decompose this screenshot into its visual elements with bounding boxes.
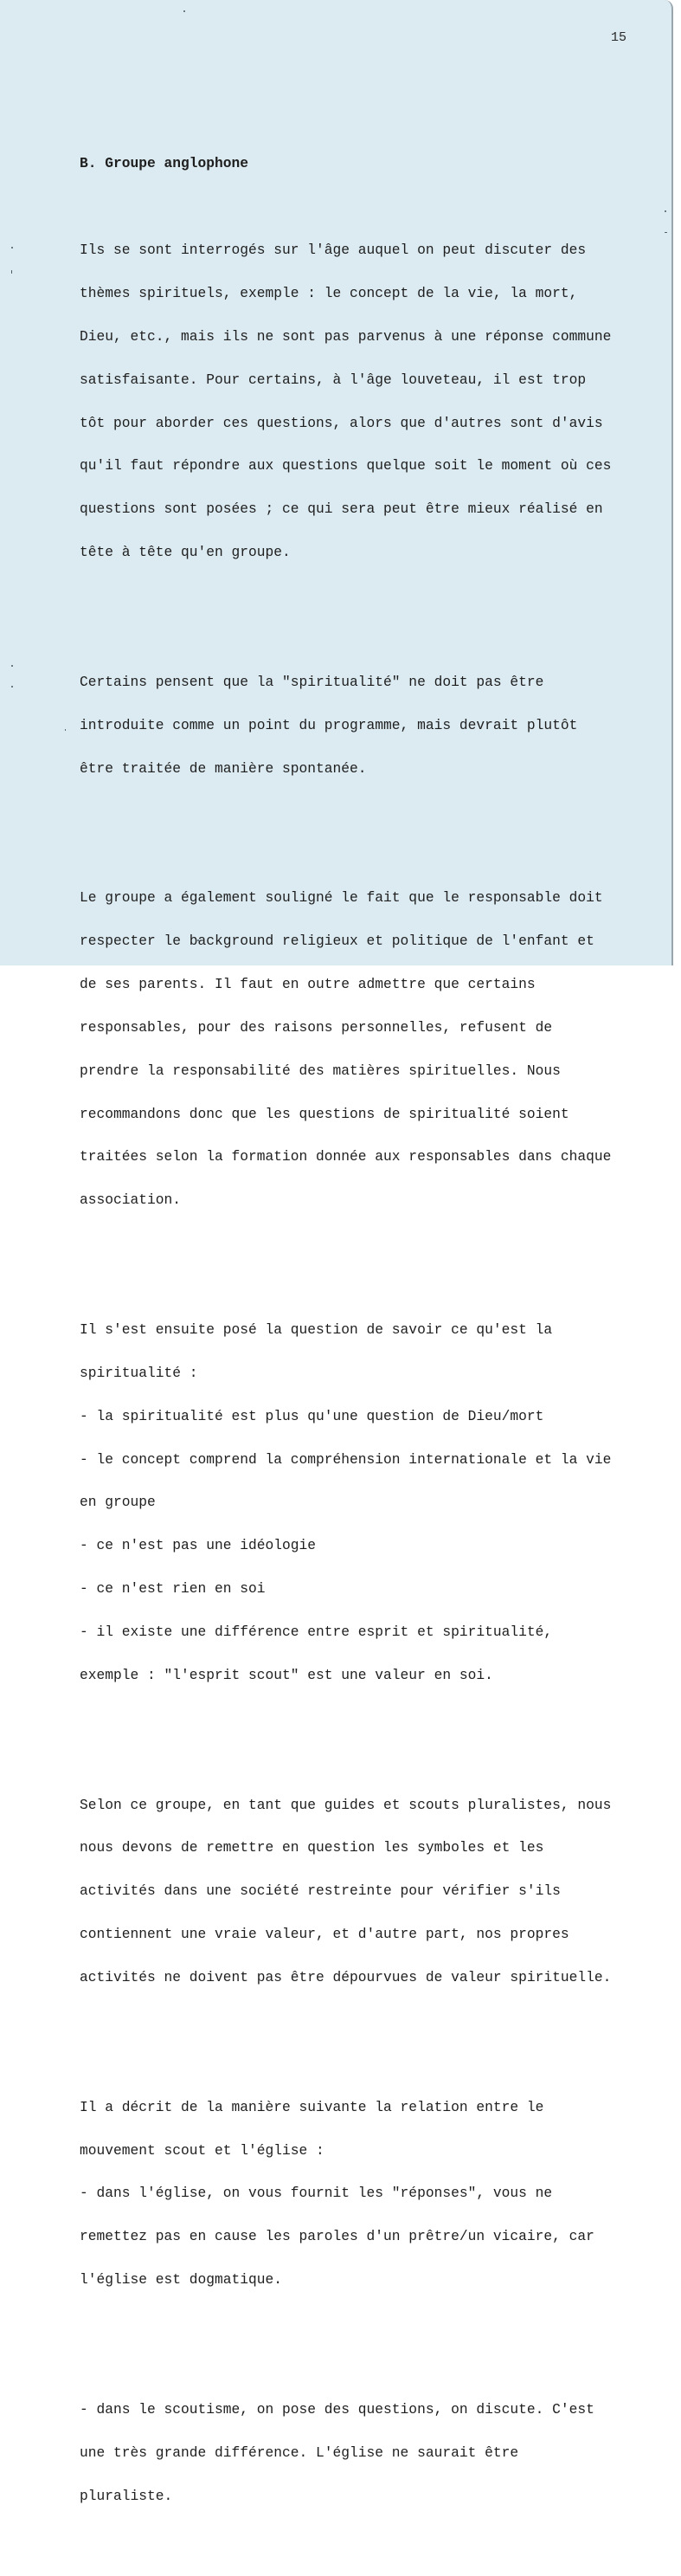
text-line: activités ne doivent pas être dépourvues de valeur spirituelle.	[80, 1969, 612, 1985]
scan-speck	[11, 665, 13, 667]
text-line: exemple : "l'esprit scout" est une valeur en soi.	[80, 1666, 493, 1683]
paragraph-church-relation	[80, 2071, 651, 2316]
text-line: de ses parents. Il faut en outre admettre que certains	[80, 975, 536, 992]
text-line: activités dans une société restreinte pour vérifier s'ils	[80, 1882, 561, 1900]
text-line: traitées selon la formation donnée aux responsables dans chaque	[80, 1148, 612, 1165]
text-line: respecter le background religieux et politique de l'enfant et	[80, 933, 594, 949]
scan-speck	[11, 270, 12, 274]
text-line: Il a décrit de la manière suivante la relation entre le	[80, 2098, 544, 2115]
text-line: nous devons de remettre en question les symboles et les	[80, 1839, 544, 1856]
text-line: contiennent une vraie valeur, et d'autre part, nos propres	[80, 1926, 569, 1943]
text-line: Le groupe a également souligné le fait que le responsable doit	[80, 889, 603, 907]
list-item: - ce n'est rien en soi	[80, 1580, 266, 1598]
scan-speck	[11, 686, 13, 688]
text-line: introduite comme un point du programme, mais devrait plutôt	[80, 716, 578, 733]
text-line: responsables, pour des raisons personnelles, refusent de	[80, 1018, 553, 1036]
list-item: - dans le scoutisme, on pose des questions, on discute. C'est	[80, 2400, 594, 2418]
list-item: - dans l'église, on vous fournit les "réponses", vous ne	[80, 2185, 553, 2202]
document-body	[80, 128, 651, 2575]
scan-speck	[665, 232, 667, 233]
text-line: prendre la responsabilité des matières spirituelles. Nous	[80, 1062, 561, 1079]
text-line: satisfaisante. Pour certains, à l'âge louveteau, il est trop	[80, 371, 587, 388]
page-number: 15	[611, 30, 627, 45]
text-line: spiritualité :	[80, 1364, 198, 1381]
paragraph-respect	[80, 862, 651, 1236]
text-line: une très grande différence. L'église ne saurait être	[80, 2444, 519, 2461]
text-line: questions sont posées ; ce qui sera peut être mieux réalisé en	[80, 500, 603, 518]
list-item: - ce n'est pas une idéologie	[80, 1537, 317, 1554]
text-line: Il s'est ensuite posé la question de savoir ce qu'est la	[80, 1320, 553, 1338]
list-item: - le concept comprend la compréhension internationale et la vie	[80, 1450, 612, 1468]
text-line: en groupe	[80, 1494, 156, 1511]
list-item: - la spiritualité est plus qu'une question de Dieu/mort	[80, 1407, 544, 1424]
text-line: remettez pas en cause les paroles d'un prêtre/un vicaire, car	[80, 2228, 594, 2245]
text-line: mouvement scout et l'église :	[80, 2141, 324, 2159]
scan-speck	[665, 210, 666, 212]
text-line: Ils se sont interrogés sur l'âge auquel on peut discuter des	[80, 242, 587, 258]
text-line: thèmes spirituels, exemple : le concept de la vie, la mort,	[80, 284, 578, 301]
paragraph-age	[80, 215, 651, 589]
text-line: être traitée de manière spontanée.	[80, 759, 367, 777]
scan-speck	[65, 729, 66, 731]
paragraph-scouting	[80, 2374, 651, 2533]
text-line: Dieu, etc., mais ils ne sont pas parvenus à une réponse commune	[80, 327, 612, 345]
text-line: l'église est dogmatique.	[80, 2271, 283, 2289]
list-item: - il existe une différence entre esprit et spiritualité,	[80, 1624, 553, 1640]
text-line: association.	[80, 1191, 182, 1209]
paragraph-pluralism	[80, 1769, 651, 2014]
scan-speck	[11, 247, 13, 249]
scan-speck	[183, 10, 185, 12]
text-line: Certains pensent que la "spiritualité" ne doit pas être	[80, 673, 544, 690]
paragraph-definition	[80, 1294, 651, 1712]
section-heading: B. Groupe anglophone	[80, 155, 249, 172]
text-line: pluraliste.	[80, 2487, 173, 2504]
paragraph-spontaneity	[80, 647, 651, 805]
text-line: qu'il faut répondre aux questions quelque soit le moment où ces	[80, 457, 612, 475]
text-line: recommandons donc que les questions de spiritualité soient	[80, 1105, 569, 1122]
text-line: tôt pour aborder ces questions, alors que d'autres sont d'avis	[80, 414, 603, 431]
text-line: Selon ce groupe, en tant que guides et scouts pluralistes, nous	[80, 1796, 612, 1813]
text-line: tête à tête qu'en groupe.	[80, 544, 291, 561]
